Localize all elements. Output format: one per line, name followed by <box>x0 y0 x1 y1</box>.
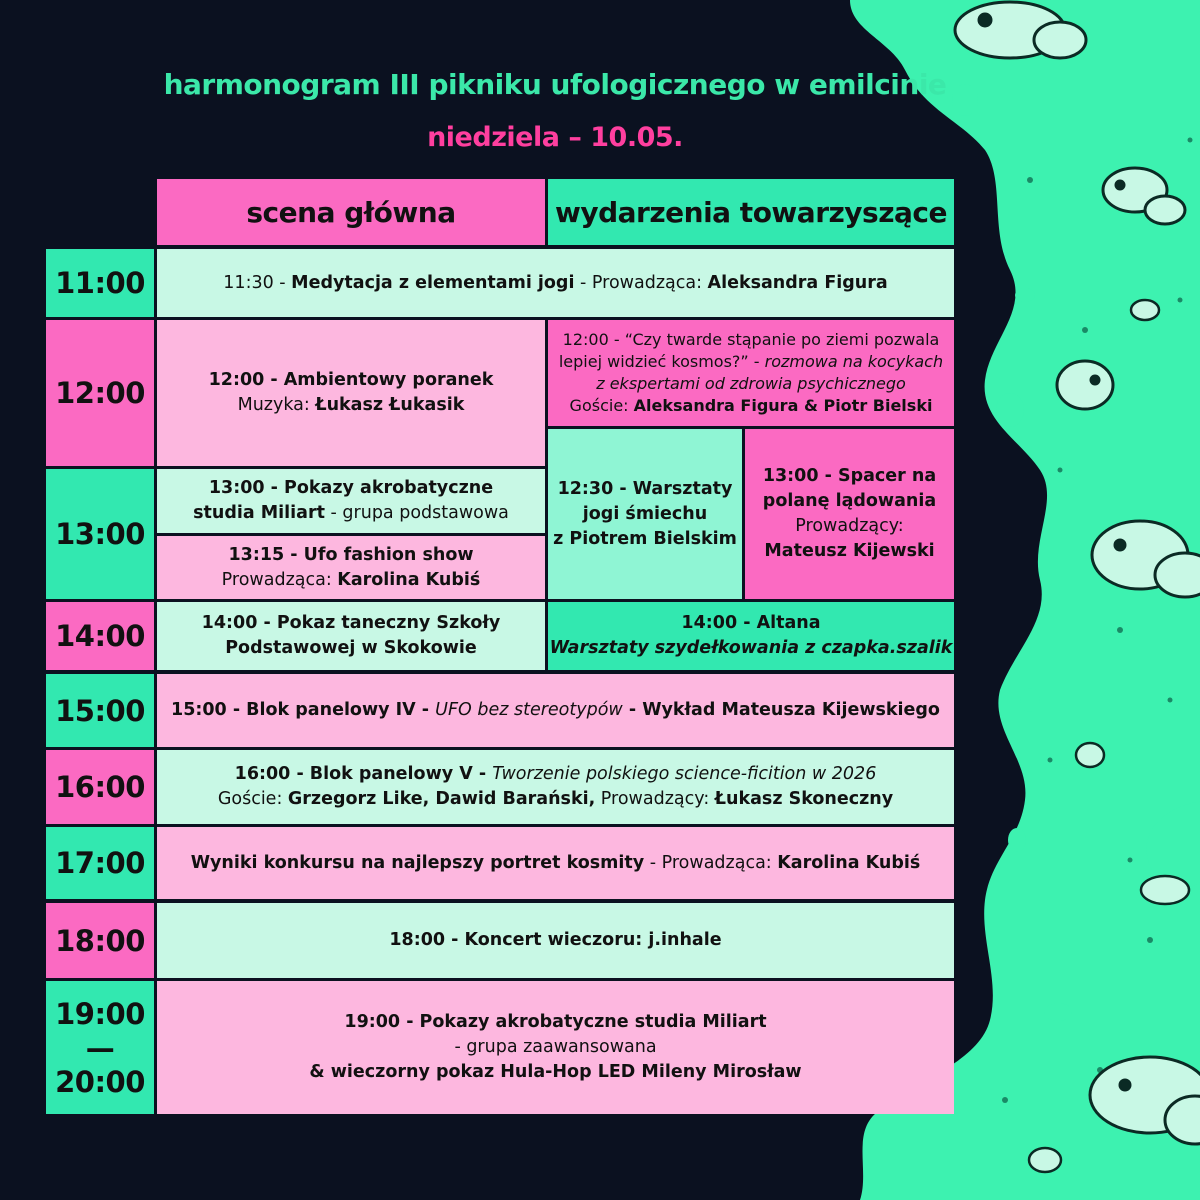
page-subtitle: niedziela – 10.05. <box>427 122 683 153</box>
event-1900-acrobatics-hulahop: 19:00 - Pokazy akrobatyczne studia Miliart - grupa zaawansowana & wieczorny pokaz Hula-Hop LED Mileny Mirosław <box>157 981 954 1114</box>
event-1300-walk: 13:00 - Spacer na polanę lądowania Prowadzący: Mateusz Kijewski <box>745 429 954 599</box>
event-1200-talk: 12:00 - “Czy twarde stąpanie po ziemi pozwala lepiej widzieć kosmos?” - rozmowa na kocykach z ekspertami od zdrowia psychicznego Goście: Aleksandra Figura & Piotr Bielski <box>548 320 954 426</box>
time-label-12: 12:00 <box>46 320 154 466</box>
time-dash: — <box>85 1030 115 1065</box>
event-1230-laughter-yoga: 12:30 - Warsztaty jogi śmiechu z Piotrem Bielskim <box>548 429 742 599</box>
event-1300-acrobatics: 13:00 - Pokazy akrobatyczne studia Miliart - grupa podstawowa <box>157 469 545 533</box>
time-label-11: 11:00 <box>46 249 154 317</box>
event-1800-concert: 18:00 - Koncert wieczoru: j.inhale <box>157 903 954 978</box>
page-title: harmonogram III pikniku ufologicznego w emilcinie <box>163 68 947 101</box>
time-start: 19:00 <box>55 996 145 1031</box>
event-1200-ambient: 12:00 - Ambientowy poranek Muzyka: Łukasz Łukasik <box>157 320 545 466</box>
alien-cow-icon <box>1057 361 1113 409</box>
column-header-main-stage: scena główna <box>157 179 545 245</box>
event-1400-dance: 14:00 - Pokaz taneczny Szkoły Podstawowej w Skokowie <box>157 602 545 670</box>
event-1600-panel: 16:00 - Blok panelowy V - Tworzenie polskiego science-ficition w 2026 Goście: Grzegorz Like, Dawid Barański, Prowadzący: Łukasz Skoneczny <box>157 750 954 824</box>
time-label-18: 18:00 <box>46 903 154 978</box>
time-label-17: 17:00 <box>46 827 154 899</box>
time-label-19-20 <box>46 981 154 1114</box>
event-1130-meditation: 11:30 - Medytacja z elementami jogi - Prowadząca: Aleksandra Figura <box>157 249 954 317</box>
time-label-16: 16:00 <box>46 750 154 824</box>
time-end: 20:00 <box>55 1064 145 1099</box>
time-label-15: 15:00 <box>46 674 154 747</box>
event-1700-contest: Wyniki konkursu na najlepszy portret kosmity - Prowadząca: Karolina Kubiś <box>157 827 954 899</box>
time-label-14: 14:00 <box>46 602 154 670</box>
event-1400-crochet: 14:00 - Altana Warsztaty szydełkowania z czapka.szalik <box>548 602 954 670</box>
event-1315-fashion: 13:15 - Ufo fashion show Prowadząca: Karolina Kubiś <box>157 536 545 599</box>
time-label-13: 13:00 <box>46 469 154 599</box>
event-1500-panel: 15:00 - Blok panelowy IV - UFO bez stereotypów - Wykład Mateusza Kijewskiego <box>157 674 954 747</box>
column-header-side-events: wydarzenia towarzyszące <box>548 179 954 245</box>
